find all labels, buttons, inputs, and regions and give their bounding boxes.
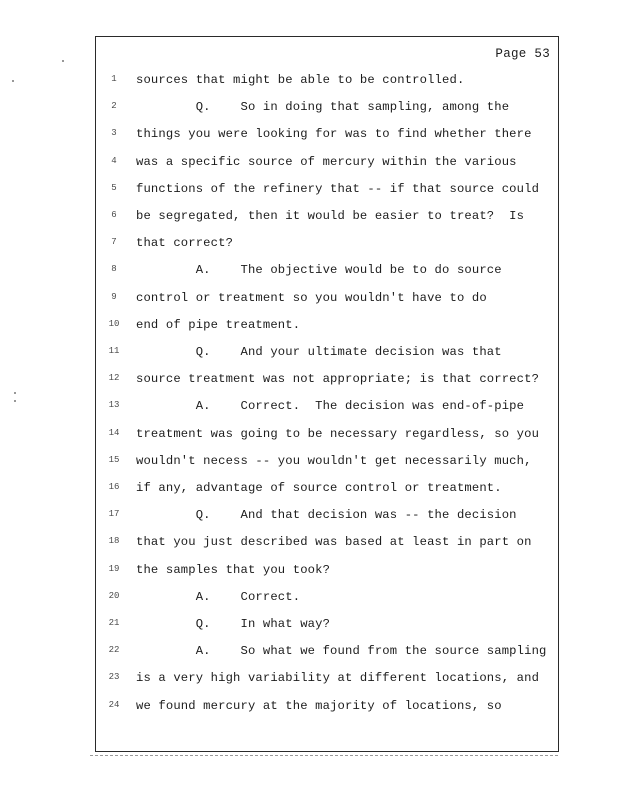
transcript-line [96, 100, 560, 120]
line-number: 18 [108, 536, 120, 547]
line-number: 23 [108, 672, 120, 683]
line-number: 24 [108, 699, 120, 710]
transcript-line [96, 291, 560, 311]
transcript-line [96, 563, 560, 583]
line-text: Q. And your ultimate decision was that [136, 345, 502, 359]
line-number: 16 [108, 482, 120, 492]
line-number: 13 [108, 400, 120, 411]
line-text: is a very high variability at different locations, and [136, 671, 540, 686]
transcript-line [96, 508, 560, 528]
transcript-line [96, 73, 560, 93]
transcript-line [96, 209, 560, 229]
transcript-line [96, 644, 560, 664]
transcript-line [96, 155, 560, 175]
page-frame [95, 36, 559, 752]
line-number: 4 [111, 155, 117, 166]
line-text: functions of the refinery that -- if that source could [136, 181, 540, 196]
line-text: Q. In what way? [136, 617, 331, 631]
line-text: A. Correct. [136, 589, 301, 604]
line-text: things you were looking for was to find whether there [136, 127, 532, 142]
transcript-line [96, 345, 560, 365]
page-number: Page 53 [495, 47, 550, 61]
line-number: 19 [108, 563, 120, 574]
line-number: 22 [108, 645, 120, 656]
line-number: 2 [111, 101, 117, 112]
line-number: 21 [108, 618, 120, 628]
line-text: treatment was going to be necessary regardless, so you [136, 426, 540, 441]
line-number: 5 [111, 182, 117, 193]
line-number: 12 [108, 373, 120, 384]
transcript-line [96, 671, 560, 691]
line-text: be segregated, then it would be easier to treat? Is [136, 209, 525, 223]
line-text: sources that might be able to be controlled. [136, 73, 465, 87]
line-text: Q. And that decision was -- the decision [136, 508, 517, 523]
line-text: A. The objective would be to do source [136, 263, 502, 278]
scan-speck [12, 80, 14, 82]
line-number: 10 [108, 318, 120, 329]
line-text: was a specific source of mercury within the various [136, 154, 517, 169]
transcript-line [96, 399, 560, 419]
line-text: that correct? [136, 236, 234, 251]
line-text: source treatment was not appropriate; is that correct? [136, 372, 540, 387]
transcript-line [96, 699, 560, 719]
line-number: 11 [108, 346, 120, 356]
line-number: 20 [108, 590, 120, 601]
transcript-line [96, 236, 560, 256]
transcript-line [96, 372, 560, 392]
line-text: we found mercury at the majority of locations, so [136, 698, 502, 713]
line-text: the samples that you took? [136, 562, 331, 577]
line-number: 14 [108, 427, 120, 438]
line-number: 15 [108, 454, 120, 465]
line-text: if any, advantage of source control or treatment. [136, 481, 502, 495]
transcript-line [96, 263, 560, 283]
line-text: that you just described was based at least in part on [136, 535, 532, 550]
bottom-rule [90, 755, 558, 756]
line-text: control or treatment so you wouldn't have to do [136, 290, 487, 305]
line-text: A. So what we found from the source sampling [136, 644, 547, 659]
line-number: 1 [111, 74, 117, 84]
line-number: 6 [111, 210, 117, 220]
transcript-line [96, 427, 560, 447]
line-number: 8 [111, 264, 117, 275]
line-text: wouldn't necess -- you wouldn't get necessarily much, [136, 453, 532, 468]
scan-speck [14, 400, 16, 402]
transcript-line [96, 617, 560, 637]
line-text: end of pipe treatment. [136, 317, 301, 332]
line-number: 17 [108, 509, 120, 520]
transcript-line [96, 454, 560, 474]
line-text: A. Correct. The decision was end-of-pipe [136, 399, 525, 414]
transcript-line [96, 535, 560, 555]
transcript-line [96, 481, 560, 501]
scan-speck [14, 392, 16, 394]
transcript-line [96, 127, 560, 147]
scan-speck [62, 60, 64, 62]
line-number: 7 [111, 237, 117, 248]
line-text: Q. So in doing that sampling, among the [136, 100, 510, 115]
line-number: 3 [111, 128, 117, 139]
transcript-line [96, 318, 560, 338]
line-number: 9 [111, 291, 117, 302]
transcript-line [96, 590, 560, 610]
transcript-line [96, 182, 560, 202]
